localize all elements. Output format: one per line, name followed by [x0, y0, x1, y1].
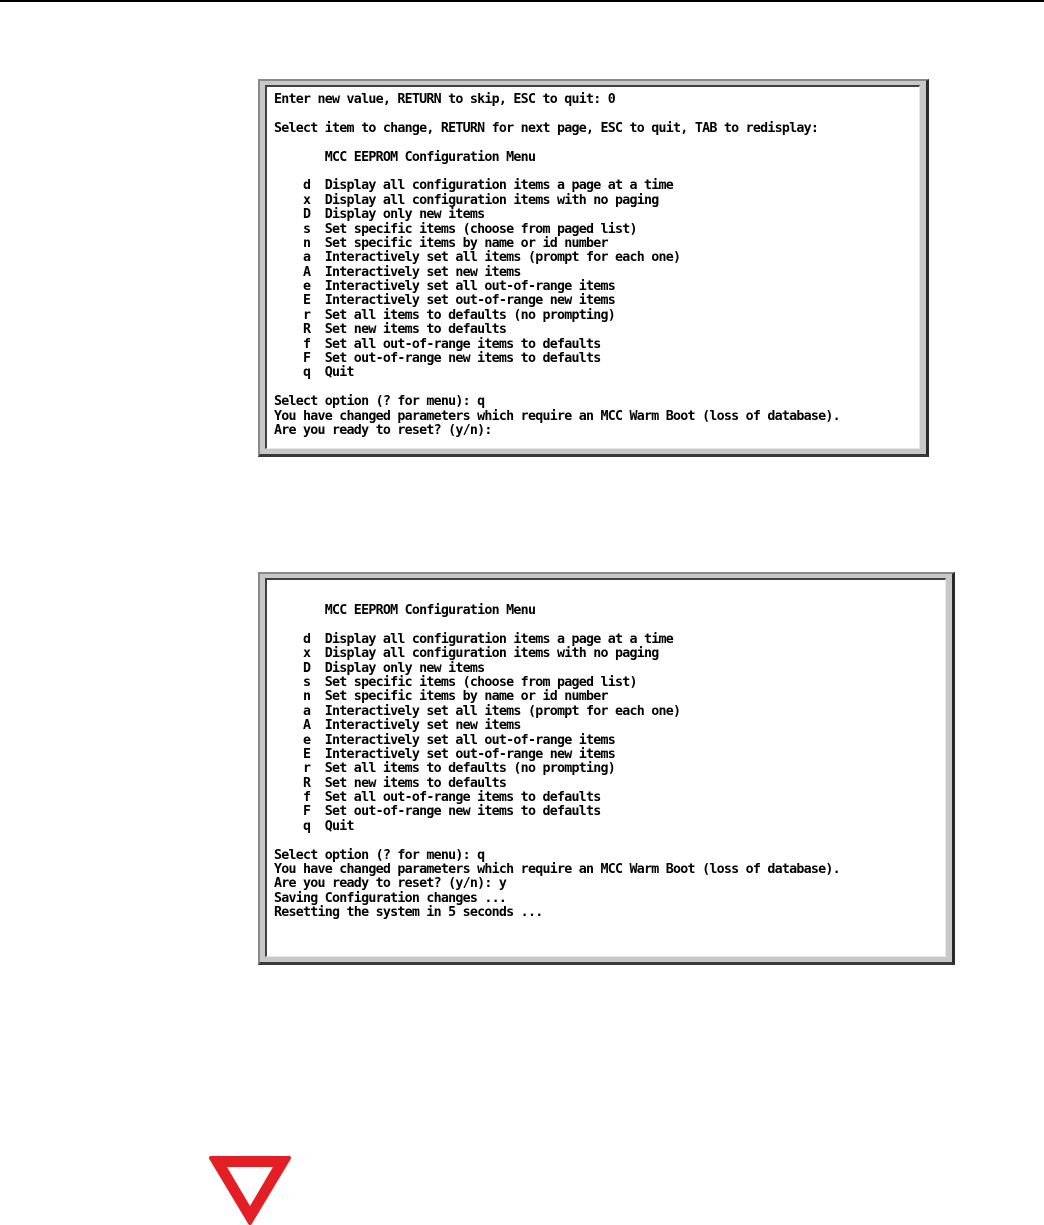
terminal-line [274, 107, 919, 121]
menu-option-x: x Display all configuration items with no paging [274, 192, 659, 208]
menu-option-R: R Set new items to defaults [274, 322, 507, 338]
menu-option-n: n Set specific items by name or id number [274, 235, 608, 251]
menu-option-d: d Display all configuration items a page at a time [274, 178, 674, 194]
menu-title: MCC EEPROM Configuration Menu [274, 603, 536, 618]
menu-option-e: e Interactively set all out-of-range items [274, 732, 616, 748]
yield-sign-icon [207, 1155, 293, 1225]
reset-prompt: Are you ready to reset? (y/n): [274, 422, 492, 438]
menu-option-F: F Set out-of-range new items to defaults [274, 804, 601, 820]
menu-option-E: E Interactively set out-of-range new items [274, 746, 616, 762]
terminal-line: Select item to change, RETURN for next page, ESC to quit, TAB to redisplay: [274, 120, 819, 136]
top-rule [0, 0, 1044, 2]
menu-option-f: f Set all out-of-range items to defaults [274, 790, 601, 806]
menu-option-s: s Set specific items (choose from paged list) [274, 674, 637, 690]
menu-option-s: s Set specific items (choose from paged list) [274, 221, 637, 237]
menu-option-E: E Interactively set out-of-range new items [274, 293, 616, 309]
menu-option-x: x Display all configuration items with no paging [274, 646, 659, 662]
select-option-prompt: Select option (? for menu): q [274, 394, 485, 410]
saving-status: Saving Configuration changes ... [274, 890, 507, 906]
terminal-line [274, 136, 919, 150]
menu-option-e: e Interactively set all out-of-range items [274, 279, 616, 295]
terminal-line: Enter new value, RETURN to skip, ESC to quit: 0 [274, 92, 616, 107]
menu-title: MCC EEPROM Configuration Menu [274, 149, 536, 165]
menu-option-F: F Set out-of-range new items to defaults [274, 351, 601, 367]
menu-option-d: d Display all configuration items a page at a time [274, 631, 674, 647]
menu-option-q: q Quit [274, 818, 354, 834]
menu-option-n: n Set specific items by name or id number [274, 689, 608, 705]
warm-boot-warning: You have changed parameters which require an MCC Warm Boot (loss of database). [274, 408, 840, 424]
resetting-status: Resetting the system in 5 seconds ... [274, 905, 543, 921]
reset-prompt: Are you ready to reset? (y/n): y [274, 876, 507, 892]
menu-option-R: R Set new items to defaults [274, 775, 507, 791]
warm-boot-warning: You have changed parameters which require an MCC Warm Boot (loss of database). [274, 862, 840, 878]
terminal-screen-1 [265, 85, 920, 449]
menu-option-f: f Set all out-of-range items to defaults [274, 336, 601, 352]
menu-option-r: r Set all items to defaults (no prompting) [274, 307, 616, 323]
menu-option-a: a Interactively set all items (prompt for each one) [274, 250, 681, 266]
menu-option-r: r Set all items to defaults (no prompting) [274, 761, 616, 777]
terminal-screen-2 [265, 578, 946, 957]
menu-option-A: A Interactively set new items [274, 718, 521, 734]
menu-option-a: a Interactively set all items (prompt for each one) [274, 703, 681, 719]
menu-option-D: D Display only new items [274, 207, 485, 223]
terminal-line [274, 834, 945, 848]
menu-option-D: D Display only new items [274, 660, 485, 676]
menu-option-A: A Interactively set new items [274, 264, 521, 280]
terminal-screenshot-2 [258, 572, 955, 965]
terminal-line [274, 618, 945, 632]
select-option-prompt: Select option (? for menu): q [274, 847, 485, 863]
menu-option-q: q Quit [274, 365, 354, 381]
terminal-screenshot-1 [258, 79, 929, 457]
